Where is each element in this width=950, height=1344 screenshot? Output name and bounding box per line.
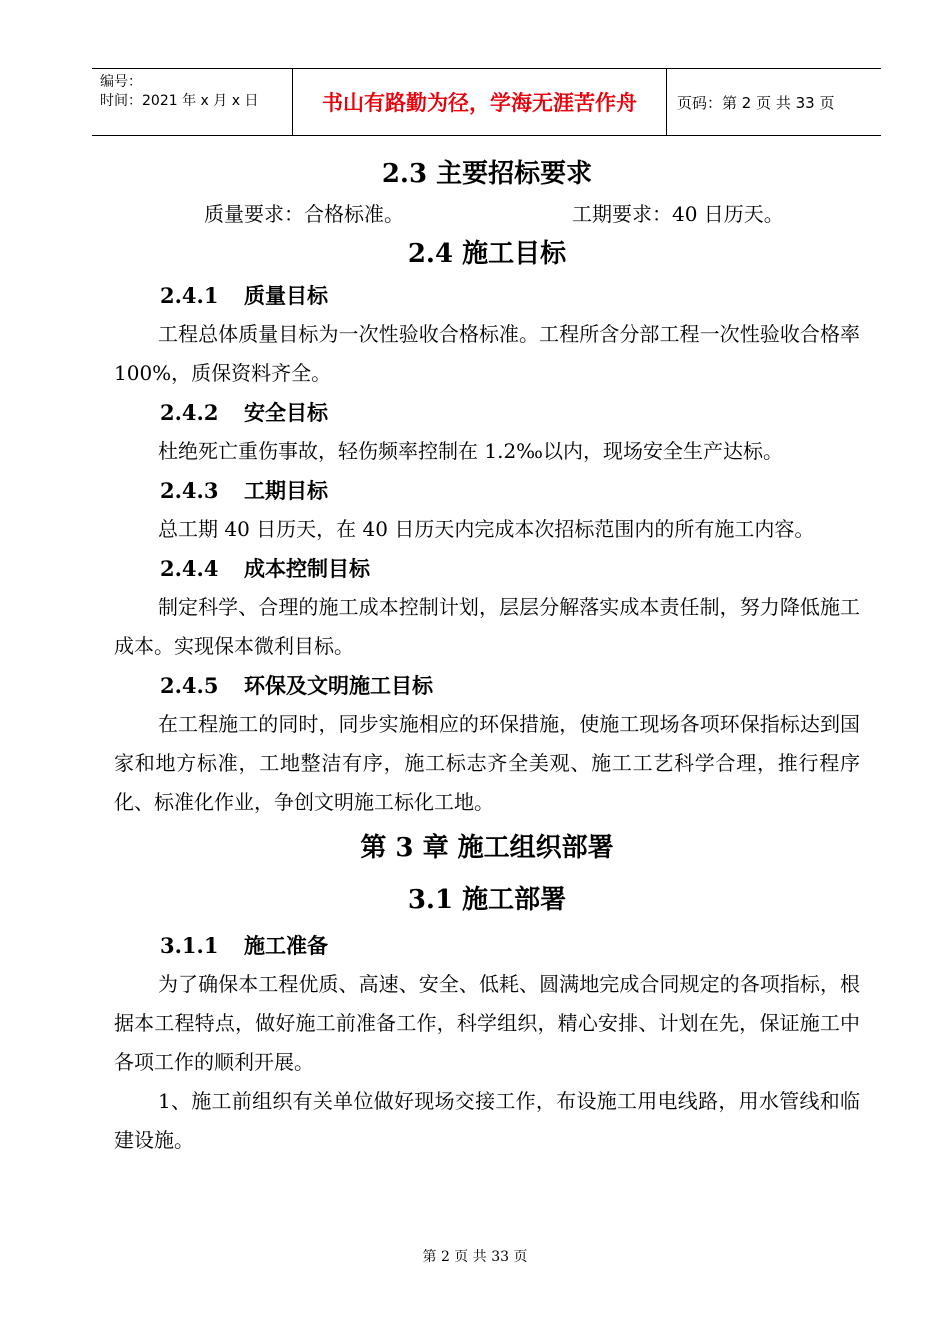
requirements-line [114,196,860,232]
paragraph: 工程总体质量目标为一次性验收合格标准。工程所含分部工程一次性验收合格率 100%，质保资料齐全。 [114,322,860,385]
subsection-heading [114,393,860,432]
subsection-number: 2.4.1 [160,283,219,308]
subsection-heading [114,549,860,588]
header-time: 时间：2021 年 x 月 x 日 [100,93,259,109]
quality-requirement: 质量要求：合格标准。 [204,202,404,226]
subsection-title: 成本控制目标 [244,556,370,581]
paragraph: 杜绝死亡重伤事故，轻伤频率控制在 1.2‰以内，现场安全生产达标。 [158,439,783,463]
subsection-number: 2.4.4 [160,556,219,581]
subsection-heading [114,926,860,965]
subsection-heading [114,666,860,705]
paragraph: 在工程施工的同时，同步实施相应的环保措施，使施工现场各项环保指标达到国家和地方标准，工地整洁有序，施工标志齐全美观、施工工艺科学合理，推行程序化、标准化作业，争创文明施工标化工地。 [114,712,860,814]
subsection-number: 3.1.1 [160,933,219,958]
header-motto: 书山有路勤为径，学海无涯苦作舟 [293,69,667,135]
subsection-heading [114,276,860,315]
header-page-info: 页码：第 2 页 共 33 页 [677,93,835,112]
subsection-number: 2.4.3 [160,478,219,503]
document-body [114,152,860,1160]
subsection-title: 安全目标 [244,400,328,425]
subsection-heading [114,471,860,510]
section-2-4-title: 2.4 施工目标 [407,239,567,269]
page-header [92,68,881,136]
chapter-3-title: 第 3 章 施工组织部署 [360,833,614,863]
header-meta [92,69,293,135]
subsection-title: 工期目标 [244,478,328,503]
subsection-title: 质量目标 [244,283,328,308]
subsection-number: 2.4.5 [160,673,219,698]
section-2-3-title: 2.3 主要招标要求 [381,159,593,189]
page-footer: 第 2 页 共 33 页 [422,1249,528,1265]
subsection-title: 施工准备 [244,933,328,958]
paragraph: 总工期 40 日历天，在 40 日历天内完成本次招标范围内的所有施工内容。 [158,517,815,541]
period-requirement: 工期要求：40 日历天。 [572,202,784,226]
paragraph: 制定科学、合理的施工成本控制计划，层层分解落实成本责任制，努力降低施工成本。实现保本微利目标。 [114,595,860,658]
paragraph: 为了确保本工程优质、高速、安全、低耗、圆满地完成合同规定的各项指标，根据本工程特点，做好施工前准备工作，科学组织，精心安排、计划在先，保证施工中各项工作的顺利开展。 [114,972,860,1074]
section-3-1-title: 3.1 施工部署 [407,885,567,915]
subsection-title: 环保及文明施工目标 [244,673,433,698]
header-id-label: 编号： [100,74,142,90]
paragraph: 1、施工前组织有关单位做好现场交接工作，布设施工用电线路，用水管线和临建设施。 [114,1089,860,1152]
subsection-number: 2.4.2 [160,400,219,425]
